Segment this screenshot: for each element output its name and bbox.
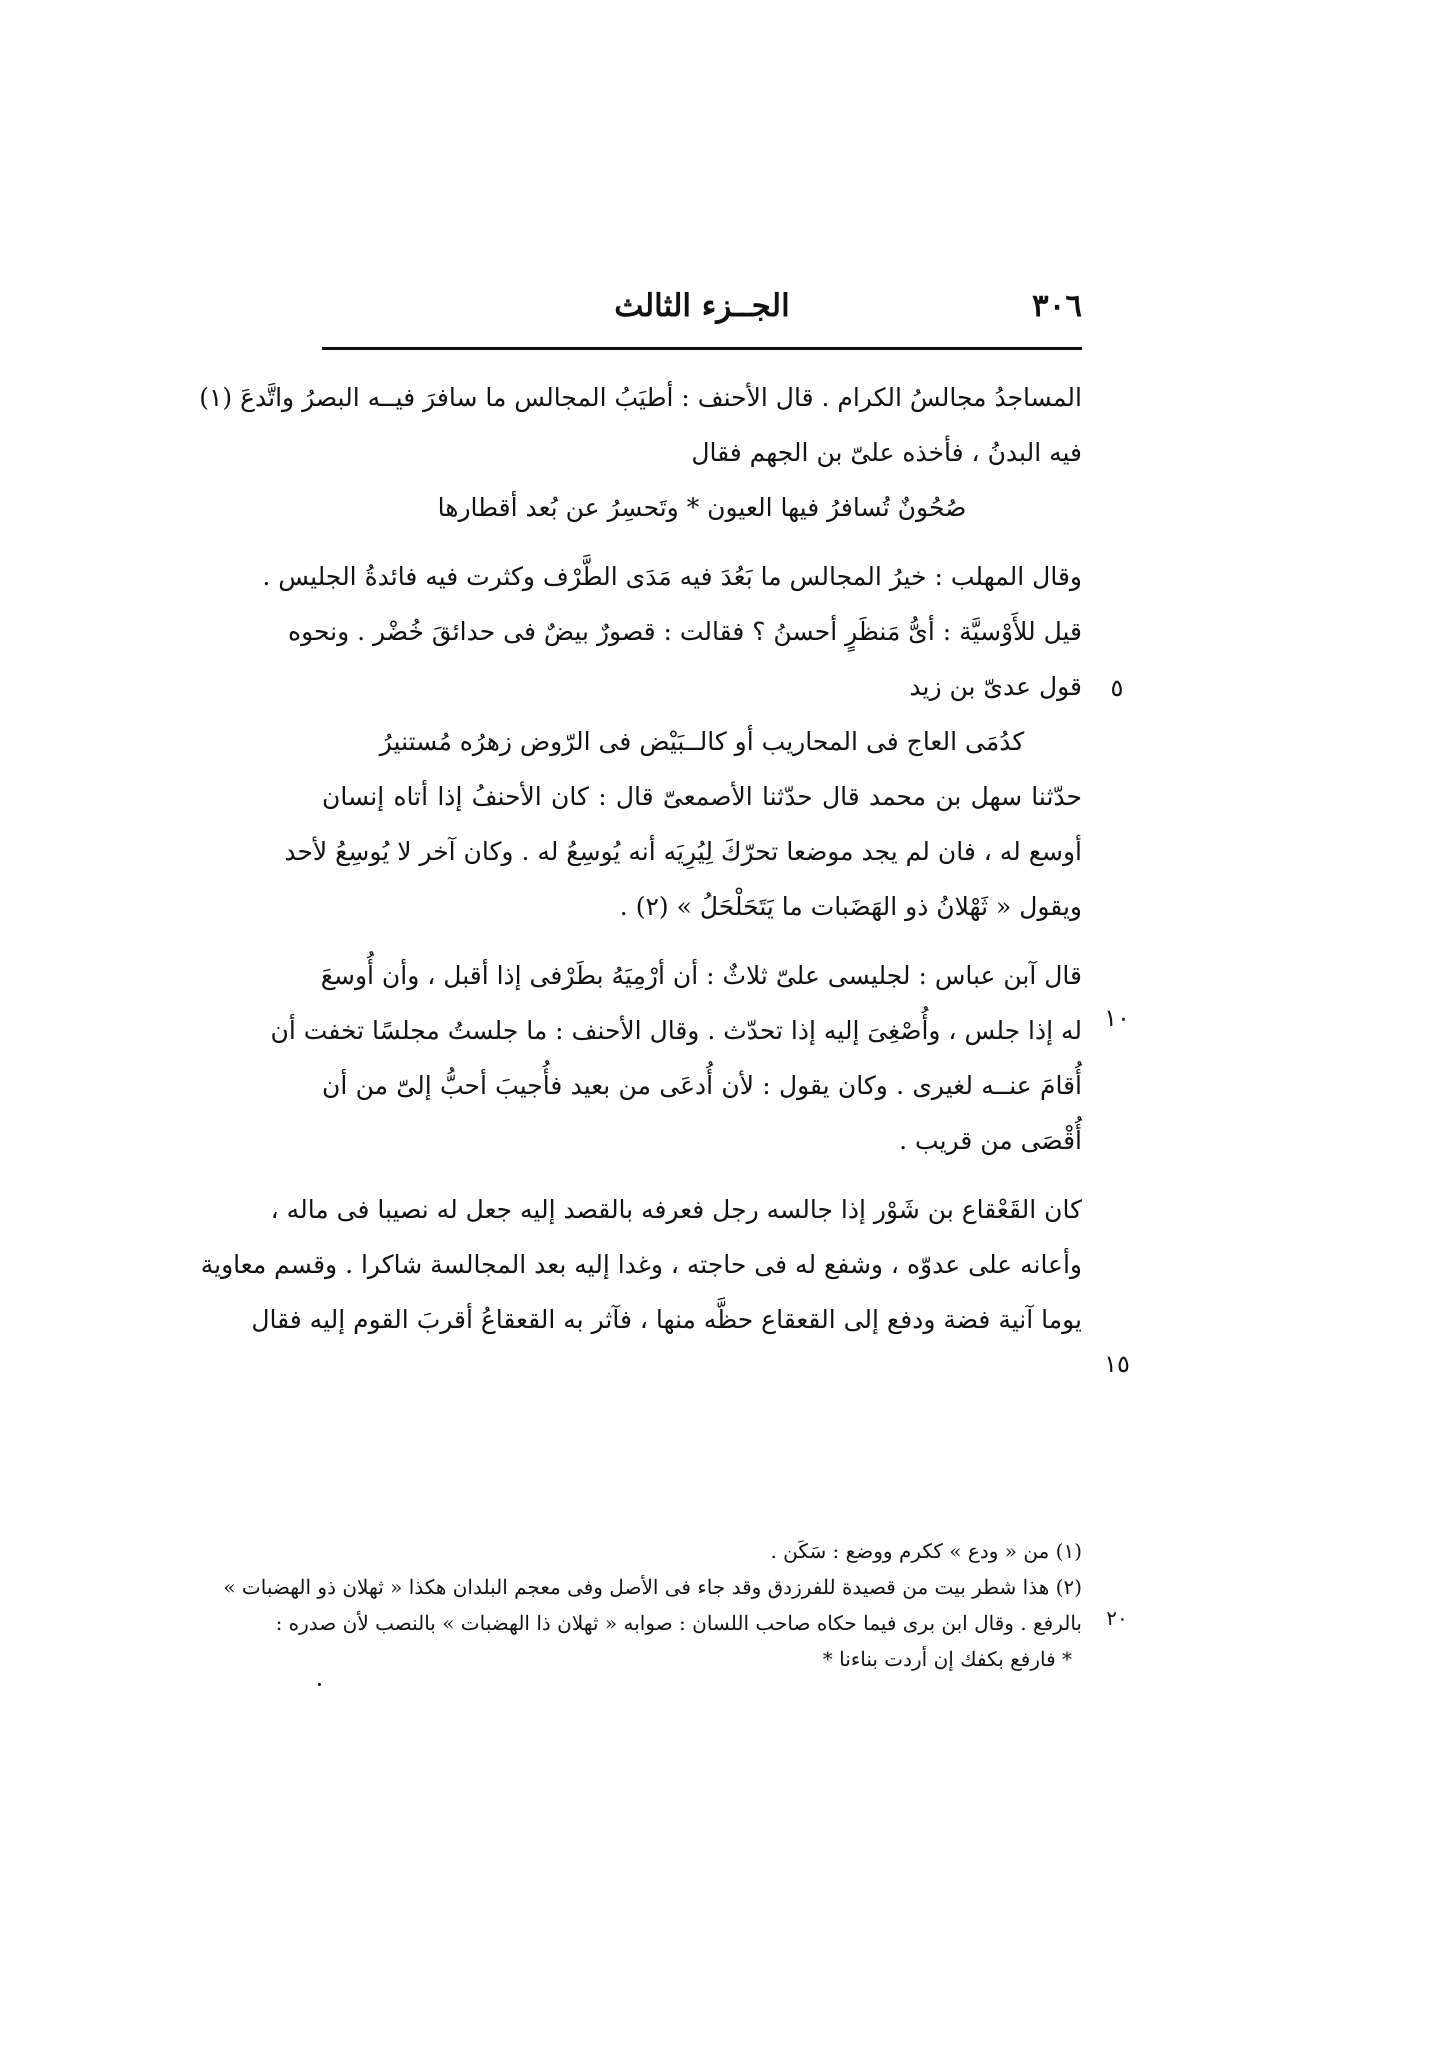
text-line: وقال المهلب : خيرُ المجالس ما بَعُدَ فيه مَدَى الطَّرْف وكثرت فيه فائدةُ الجليس . <box>262 562 1082 591</box>
verse-line: كدُمَى العاج فى المحاريب أو كالــبَيْض فى الرّوض زهرُه مُستنيرُ <box>379 727 1025 756</box>
footnote-line: * فارفع بكفك إن أردت بناءنا * <box>822 1647 1072 1671</box>
text-line: أُقامَ عنــه لغيرى . وكان يقول : لأن أُدعَى من بعيد فأُجيبَ أحبُّ إلىّ من أن <box>322 1071 1082 1100</box>
speck <box>318 1683 321 1686</box>
page-number: ٣٠٦ <box>1032 288 1082 324</box>
text-line: المساجدُ مجالسُ الكرام . قال الأحنف : أطيَبُ المجالس ما سافرَ فيــه البصرُ واتَّدعَ (١) <box>199 383 1082 412</box>
text-line: قول عدىّ بن زيد <box>909 672 1082 701</box>
footnote-line: (٢) هذا شطر بيت من قصيدة للفرزدق وقد جاء فى الأصل وفى معجم البلدان هكذا « ثهلان ذو الهضبات » <box>223 1575 1082 1599</box>
line-number: ١٠ <box>1104 1004 1130 1032</box>
text-line: كان القَعْقاع بن شَوْر إذا جالسه رجل فعرفه بالقصد إليه جعل له نصيبا فى ماله ، <box>270 1195 1082 1224</box>
text-line: قال آبن عباس : لجليسى علىّ ثلاثٌ : أن أرْمِيَهُ بطَرْفى إذا أقبل ، وأن أُوسعَ <box>320 961 1082 990</box>
footnote-line: (١) من « ودع » ككرم ووضع : سَكَن . <box>770 1539 1082 1563</box>
text-line: أُقْصَى من قريب . <box>899 1126 1082 1155</box>
text-line: يوما آنية فضة ودفع إلى القعقاع حظَّه منها ، فآثر به القعقاعُ أقربَ القوم إليه فقال <box>251 1305 1082 1334</box>
page-header <box>322 288 1082 338</box>
text-line: وأعانه على عدوّه ، وشفع له فى حاجته ، وغدا إليه بعد المجالسة شاكرا . وقسم معاوية <box>200 1250 1082 1279</box>
text-line: قيل للأَوْسيَّة : أىُّ مَنظَرٍ أحسنُ ؟ فقالت : قصورٌ بيضٌ فى حدائقَ خُضْر . ونحوه <box>287 617 1082 646</box>
running-title: الجــزء الثالث <box>614 288 790 324</box>
text-line: فيه البدنُ ، فأخذه علىّ بن الجهم فقال <box>691 438 1082 467</box>
line-number: ١٥ <box>1104 1350 1130 1378</box>
main-text <box>199 370 1082 1347</box>
text-line: أوسع له ، فان لم يجد موضعا تحرّكَ لِيُرِيَه أنه يُوسِعُ له . وكان آخر لا يُوسِعُ لأحد <box>284 837 1082 866</box>
text-line: له إذا جلس ، وأُصْغِىَ إليه إذا تحدّث . وقال الأحنف : ما جلستُ مجلسًا تخفت أن <box>270 1016 1082 1045</box>
text-line: حدّثنا سهل بن محمد قال حدّثنا الأصمعىّ قال : كان الأحنفُ إذا أتاه إنسان <box>322 782 1082 811</box>
text-line: ويقول « ثَهْلانُ ذو الهَضَبات ما يَتَحَلْحَلُ » (٢) . <box>619 892 1082 921</box>
header-rule <box>322 347 1082 350</box>
verse-line: صُحُونٌ تُسافرُ فيها العيون * وتَحسِرُ عن بُعد أقطارها <box>437 493 967 522</box>
line-number: ٢٠ <box>1106 1606 1128 1630</box>
line-number: ٥ <box>1110 674 1124 702</box>
footnotes <box>223 1533 1082 1677</box>
footnote-line: بالرفع . وقال ابن برى فيما حكاه صاحب اللسان : صوابه « ثهلان ذا الهضبات » بالنصب لأن صدره : <box>275 1611 1082 1635</box>
